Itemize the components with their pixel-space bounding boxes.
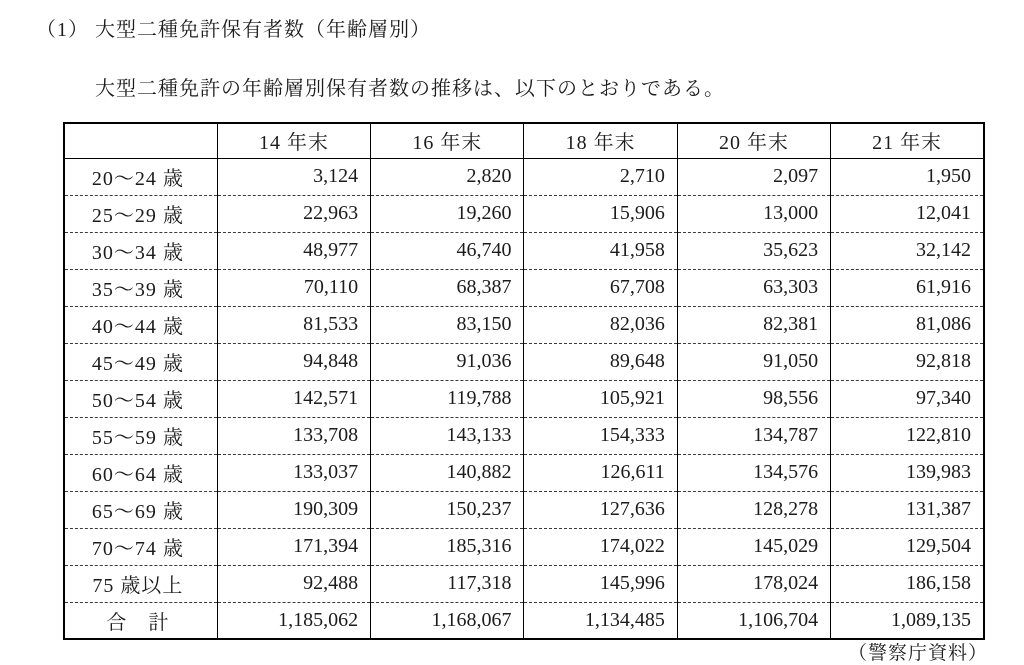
age-label: 25〜29 歳 [64, 195, 217, 232]
corner-cell [64, 123, 217, 158]
value-cell: 1,134,485 [524, 602, 677, 639]
value-cell: 91,036 [371, 343, 524, 380]
table-row [64, 528, 984, 565]
value-cell: 15,906 [524, 195, 677, 232]
value-cell: 128,278 [677, 491, 830, 528]
age-label: 70〜74 歳 [64, 528, 217, 565]
value-cell: 22,963 [217, 195, 370, 232]
column-header: 20 年末 [677, 123, 830, 158]
value-cell: 129,504 [831, 528, 984, 565]
value-cell: 139,983 [831, 454, 984, 491]
value-cell: 126,611 [524, 454, 677, 491]
value-cell: 67,708 [524, 269, 677, 306]
value-cell: 186,158 [831, 565, 984, 602]
age-label: 45〜49 歳 [64, 343, 217, 380]
column-header: 21 年末 [831, 123, 984, 158]
table-row [64, 454, 984, 491]
value-cell: 83,150 [371, 306, 524, 343]
table-row [64, 417, 984, 454]
age-label: 50〜54 歳 [64, 380, 217, 417]
page-title: （1） 大型二種免許保有者数（年齢層別） [36, 19, 431, 41]
value-cell: 133,037 [217, 454, 370, 491]
value-cell: 154,333 [524, 417, 677, 454]
value-cell: 190,309 [217, 491, 370, 528]
value-cell: 41,958 [524, 232, 677, 269]
value-cell: 91,050 [677, 343, 830, 380]
age-label: 55〜59 歳 [64, 417, 217, 454]
table-row [64, 565, 984, 602]
value-cell: 94,848 [217, 343, 370, 380]
value-cell: 145,029 [677, 528, 830, 565]
value-cell: 2,097 [677, 158, 830, 195]
value-cell: 98,556 [677, 380, 830, 417]
value-cell: 12,041 [831, 195, 984, 232]
value-cell: 35,623 [677, 232, 830, 269]
table-row [64, 491, 984, 528]
value-cell: 81,533 [217, 306, 370, 343]
value-cell: 145,996 [524, 565, 677, 602]
age-label: 35〜39 歳 [64, 269, 217, 306]
age-label: 20〜24 歳 [91, 168, 184, 190]
age-label: 合 計 [64, 602, 217, 639]
column-header: 16 年末 [371, 123, 524, 158]
column-header: 14 年末 [217, 123, 370, 158]
value-cell: 119,788 [371, 380, 524, 417]
table-row [64, 343, 984, 380]
value-cell: 2,820 [371, 158, 524, 195]
age-label: 40〜44 歳 [64, 306, 217, 343]
value-cell: 68,387 [371, 269, 524, 306]
license-holders-by-age-table [63, 122, 985, 640]
value-cell: 142,571 [217, 380, 370, 417]
value-cell: 92,818 [831, 343, 984, 380]
header-row [64, 123, 984, 158]
value-cell: 105,921 [524, 380, 677, 417]
value-cell: 46,740 [371, 232, 524, 269]
value-cell: 1,106,704 [677, 602, 830, 639]
table-row [64, 232, 984, 269]
table-row [64, 380, 984, 417]
value-cell: 127,636 [524, 491, 677, 528]
value-cell: 1,185,062 [217, 602, 370, 639]
value-cell: 171,394 [217, 528, 370, 565]
column-header: 18 年末 [524, 123, 677, 158]
value-cell: 70,110 [217, 269, 370, 306]
value-cell: 97,340 [831, 380, 984, 417]
table-head [64, 123, 984, 158]
value-cell: 1,089,135 [831, 602, 984, 639]
intro-text: 大型二種免許の年齢層別保有者数の推移は、以下のとおりである。 [95, 78, 725, 100]
value-cell: 82,381 [677, 306, 830, 343]
value-cell: 133,708 [217, 417, 370, 454]
value-cell: 3,124 [217, 158, 370, 195]
value-cell: 48,977 [217, 232, 370, 269]
value-cell: 178,024 [677, 565, 830, 602]
age-label: 65〜69 歳 [64, 491, 217, 528]
value-cell: 81,086 [831, 306, 984, 343]
value-cell: 92,488 [217, 565, 370, 602]
value-cell: 19,260 [371, 195, 524, 232]
value-cell: 131,387 [831, 491, 984, 528]
table-container [63, 122, 985, 640]
value-cell: 185,316 [371, 528, 524, 565]
age-label: 75 歳以上 [64, 565, 217, 602]
source-note: （警察庁資料） [847, 643, 988, 664]
value-cell: 63,303 [677, 269, 830, 306]
table-row [64, 158, 984, 195]
value-cell: 61,916 [831, 269, 984, 306]
value-cell: 32,142 [831, 232, 984, 269]
table-body [64, 158, 984, 639]
value-cell: 82,036 [524, 306, 677, 343]
value-cell: 143,133 [371, 417, 524, 454]
value-cell: 13,000 [677, 195, 830, 232]
table-row [64, 269, 984, 306]
value-cell: 1,168,067 [371, 602, 524, 639]
value-cell: 2,710 [524, 158, 677, 195]
value-cell: 122,810 [831, 417, 984, 454]
table-row [64, 306, 984, 343]
age-label: 30〜34 歳 [64, 232, 217, 269]
value-cell: 150,237 [371, 491, 524, 528]
value-cell: 134,787 [677, 417, 830, 454]
value-cell: 134,576 [677, 454, 830, 491]
age-label: 60〜64 歳 [64, 454, 217, 491]
value-cell: 1,950 [831, 158, 984, 195]
value-cell: 89,648 [524, 343, 677, 380]
table-row [64, 195, 984, 232]
value-cell: 174,022 [524, 528, 677, 565]
value-cell: 140,882 [371, 454, 524, 491]
total-row [64, 602, 984, 639]
value-cell: 117,318 [371, 565, 524, 602]
